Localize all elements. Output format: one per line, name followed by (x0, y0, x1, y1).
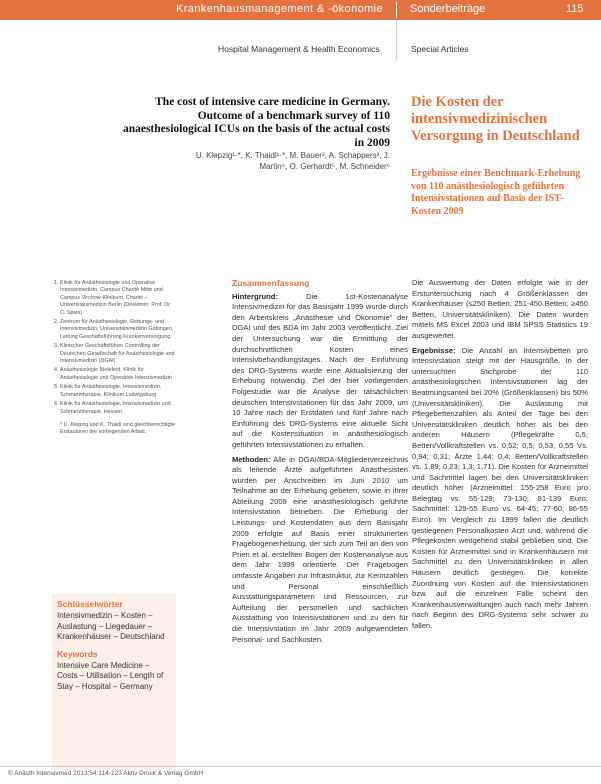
special-label: Sonderbeiträge (410, 3, 486, 15)
german-title: Die Kosten der intensivmedizinischen Versorgung in Deutschland (411, 94, 580, 144)
methods-label: Methoden: (232, 454, 271, 464)
abstract-column-2 (412, 278, 588, 636)
section-subtitle-en: Hospital Management & Health Economics (218, 44, 380, 54)
affiliation-item: 6. Klinik für Anästhesiologie, Intensivmedizin und Schmerztherapie, Hessen (60, 401, 176, 416)
keywords-de-heading: Schlüsselwörter (57, 599, 123, 609)
keywords-de-text: Intensivmedizin – Kosten – Auslastung – Liegedauer – Krankenhäuser – Deutschland (57, 611, 165, 641)
abstract-heading: Zusammenfassung (232, 278, 310, 288)
english-title: The cost of intensive care medicine in Germany. Outcome of a benchmark survey of 110 anaesthesiological ICUs on the basis of the actual costs in 2009 (122, 96, 390, 149)
keywords-en-text: Intensive Care Medicine – Costs – Utilisation – Length of Stay – Hospital – Germany (57, 660, 164, 691)
affiliations (50, 280, 176, 437)
section-title: Krankenhausmanagement & -ökonomie (176, 3, 384, 15)
affiliation-item: 1. Klinik für Anästhesiologie und Operative Intensivmedizin, Campus Charité Mitte und Campus Virchow-Klinikum, Charité – Universitätsmedizin Berlin (Direktorin: Prof. Dr. C. Spies) (60, 280, 176, 317)
abstract-methods (232, 455, 408, 646)
abstract-column-1 (232, 278, 408, 649)
header-divider (396, 20, 397, 60)
footer-citation: © Anästh Intensivmed 2013;54:114-123 Aktiv Druck & Verlag GmbH (8, 770, 204, 777)
abstract-background (232, 292, 408, 451)
keywords-en-heading: Keywords (57, 648, 98, 659)
results-text: Die Anzahl an Intensivbetten pro Intensivstation steigt mit der Hausgröße. In der untersuchten Stichprobe der 110 anästhesiologischen Intensivstationen lag der Beatmungsanteil bei 20% (Größenklassen) bis 50% (Universitätskliniken). Die Auslastung mit Pflegebettenzahlen als Anteil der Tage bei den Universitätskliniken deutlich höher als bei den anderen Häusern (Pflegekräfte 0,5; Betten/Vollkraftstellen vs. 0,52; 0,5; 0,53; 0,55 Vs. 0,94; 0,31; Ärzte 1,44; 0,4; Betten/Vollkraftstellen vs. 1,89; 0,23; 1,3; 1,71). Die Kosten für Arzneimittel und Sachmittel lagen bei den Universitätskliniken deutlich höher (Arzneimittel: 155-258 Euro pro Belegtag vs. 55-129; 73-130; 81-139 Euro; Sachmittel: 129-55 Euro vs. 64-45; 77-60; 86-55 Euro). Im Vergleich zu 1999 fallen die deutlich gestiegenen Personalkosten Arzt und, während die Pflegekosten weitgehend stabil geblieben sind. Die Kosten für Arzneimittel sind in Krankenhäusern mit Sachmittel zu den Universitätskliniken in allen Häusern deutlich gestiegen. Die korrekte Zuordnung von Kosten auf die Intensivstationen bzw. auf die einzelnen Fälle scheint den Krankenhausverwaltungen auch nach mehr Jahren nach Beginn des DRG-Systems sehr schwer zu fallen. (412, 345, 588, 630)
author-list: U. Klepzig¹·*, K. Thaidl¹·*, M. Bauer², A. Schappers³, J. Martin⁴, O. Gerhardt⁵, M. Schneider⁶ (195, 151, 390, 171)
background-text: Die 1st-Kostenanalyse Intensivmedizin für das Basisjahr 1999 wurde durch den Arbeitskreis „Anästhesie und Ökonomie" der DGAI und des BDA im Jahr 2003 veröffentlicht. Ziel der Untersuchung war die Ermittlung der durchschnittlichen Kosten eines Intensivbehandlungstages. Nach der Einführung des DRG-Systems wurde eine Aktualisierung der Erhebung notwendig. Ziel der hier vorliegenden Folgestudie war die Analyse der tatsächlichen deutschen Intensivstationen für das Jahr 2009, um 10 Jahre nach der Erstdaten und fünf Jahre nach Einführung des DRG-Systems eine aktuelle Sicht auf die Kostensituation in anästhesiologisch geführten Intensivstationen zu erhalten. (232, 291, 408, 449)
footnote: * U. Klepzig und K. Thaidl sind gleichberechtigte Erstautoren der vorliegenden Arbeit. (60, 421, 175, 436)
page-number: 115 (566, 3, 584, 15)
results-label: Ergebnisse: (412, 345, 456, 355)
affiliation-item: 2. Zentrum für Anästhesiologie, Rettungs- und Intensivmedizin, Universitätsmedizin Göttingen, Leitung Geschäftsführung Krankenversorgung (60, 319, 176, 341)
abstract-evaluation: Die Auswertung der Daten erfolgte wie in der Erstuntersuchung nach 4 Größenklassen der Krankenhäuser (≤250 Betten; 251-450 Betten; ≥450 Betten, Universitätskliniken). Die Daten wurden mittels MS Excel 2003 und IBM SPSS Statistics 19 ausgewertet. (412, 278, 588, 340)
keywords-box (52, 594, 176, 770)
methods-text: Alle in DGAI/BDA-Mitgliederverzeichnis als leitende Ärzte aufgeführten Anästhesisten wurden per Anschreiben im Juni 2010 um Teilnahme an der Erhebung gebeten, sowie in ihrer Abteilung 2009 eine anästhesiologisch geführte Intensivstation betrieben. Die Erhebung der Leistungs- und Kostendaten aus dem Basisjahr 2009 erfolgte auf Basis einer strukturierten Fragebogenerhebung, der sich zum Teil an den von Prien et al. erstellten Bogen der Kostenanalyse aus dem Jahr 1999 orientierte. Der Fragebogen umfasste Angaben zur Infrastruktur, zur Kennzahlen und Personal einschließlich Ausstattungsparametern und Ressourcen, zur Aufteilung der personellen und sachlichen Ausstattung von Intensivstationen und zu den für die Intensivstation im Jahr 2009 aufgewendeten Personal- und Sachkosten. (232, 454, 408, 644)
abstract-results (412, 346, 588, 632)
special-subtitle-en: Special Articles (411, 44, 469, 54)
header-separator (396, 2, 397, 18)
header-bar (0, 0, 601, 20)
affiliation-item: 5. Klinik für Anästhesiologie, Intensivmedizin, Schmerztherapie, Klinikum Ludwigsburg (60, 384, 176, 399)
affiliation-item: 3. Klinischer Geschäftsführer Controlling der Deutschen Gesellschaft für Anästhesiologie und Intensivmedizin (DGAI) (60, 343, 176, 365)
german-subtitle: Ergebnisse einer Benchmark-Erhebung von 110 anästhesiologisch geführten Intensivstationen auf Basis der IST-Kosten 2009 (411, 168, 581, 217)
background-label: Hintergrund: (232, 291, 278, 301)
affiliation-item: 4. Anästhesiologie Bielefeld, Klinik für Anästhesiologie und Operative Intensivmedizin (60, 367, 176, 382)
footer-rule (0, 766, 601, 767)
